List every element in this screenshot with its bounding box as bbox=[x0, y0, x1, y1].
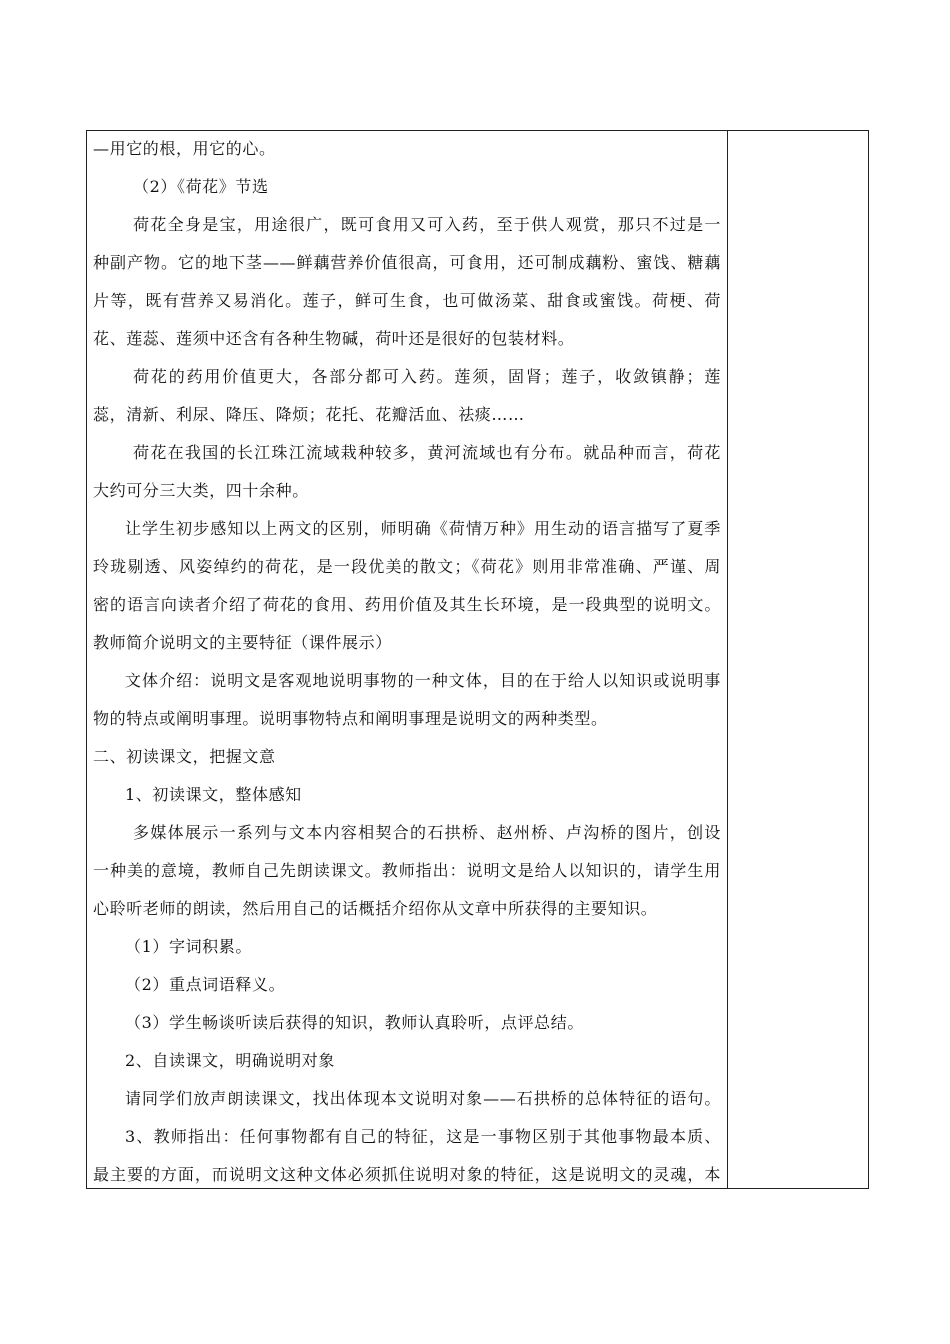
text-line: 教师简介说明文的主要特征（课件展示） bbox=[93, 633, 392, 652]
text-line: 荷花全身是宝，用途很广，既可食用又可入药，至于供人观赏，那只不过是一 bbox=[133, 215, 721, 234]
text-line: 花、莲蕊、莲须中还含有各种生物碱，荷叶还是很好的包装材料。 bbox=[93, 329, 575, 348]
text-line: 心聆听老师的朗读，然后用自己的话概括介绍你从文章中所获得的主要知识。 bbox=[93, 899, 658, 918]
text-line: 大约可分三大类，四十余种。 bbox=[93, 481, 309, 500]
lesson-table bbox=[86, 130, 869, 1189]
text-line: （2）重点词语释义。 bbox=[125, 975, 286, 994]
text-line: 密的语言向读者介绍了荷花的食用、药用价值及其生长环境，是一段典型的说明文。 bbox=[93, 595, 721, 614]
text-line: 种副产物。它的地下茎——鲜藕营养价值很高，可食用，还可制成藕粉、蜜饯、糖藕 bbox=[93, 253, 721, 272]
text-line: 物的特点或阐明事理。说明事物特点和阐明事理是说明文的两种类型。 bbox=[93, 709, 608, 728]
notes-cell bbox=[728, 131, 868, 1188]
text-line: 让学生初步感知以上两文的区别，师明确《荷情万种》用生动的语言描写了夏季 bbox=[125, 519, 721, 538]
text-line: 请同学们放声朗读课文，找出体现本文说明对象——石拱桥的总体特征的语句。 bbox=[125, 1089, 721, 1108]
text-line: 蕊，清新、利尿、降压、降烦；花托、花瓣活血、祛痰…… bbox=[93, 405, 525, 424]
text-line: （1）字词积累。 bbox=[125, 937, 252, 956]
text-line: 最主要的方面，而说明文这种文体必须抓住说明对象的特征，这是说明文的灵魂，本 bbox=[93, 1165, 721, 1184]
text-line: 片等，既有营养又易消化。莲子，鲜可生食，也可做汤菜、甜食或蜜饯。荷梗、荷 bbox=[93, 291, 721, 310]
text-line: 荷花在我国的长江珠江流域栽种较多，黄河流域也有分布。就品种而言，荷花 bbox=[133, 443, 721, 462]
text-line: 一种美的意境，教师自己先朗读课文。教师指出：说明文是给人以知识的，请学生用 bbox=[93, 861, 721, 880]
text-line: 2、自读课文，明确说明对象 bbox=[125, 1051, 335, 1070]
text-line: （3）学生畅谈听读后获得的知识，教师认真聆听，点评总结。 bbox=[125, 1013, 584, 1032]
text-line: 荷花的药用价值更大，各部分都可入药。莲须，固肾；莲子，收敛镇静；莲 bbox=[133, 367, 721, 386]
text-line: 1、初读课文，整体感知 bbox=[125, 785, 302, 804]
text-line: 3、教师指出：任何事物都有自己的特征，这是一事物区别于其他事物最本质、 bbox=[125, 1127, 721, 1146]
text-line: 多媒体展示一系列与文本内容相契合的石拱桥、赵州桥、卢沟桥的图片，创设 bbox=[133, 823, 721, 842]
lesson-content-cell bbox=[87, 131, 727, 1188]
text-line: 玲珑剔透、风姿绰约的荷花，是一段优美的散文；《荷花》则用非常准确、严谨、周 bbox=[93, 557, 721, 576]
text-line: 文体介绍：说明文是客观地说明事物的一种文体，目的在于给人以知识或说明事 bbox=[125, 671, 721, 690]
text-line: 二、初读课文，把握文意 bbox=[93, 747, 276, 766]
text-line: （2）《荷花》节选 bbox=[133, 177, 269, 196]
text-line: —用它的根，用它的心。 bbox=[93, 139, 276, 158]
